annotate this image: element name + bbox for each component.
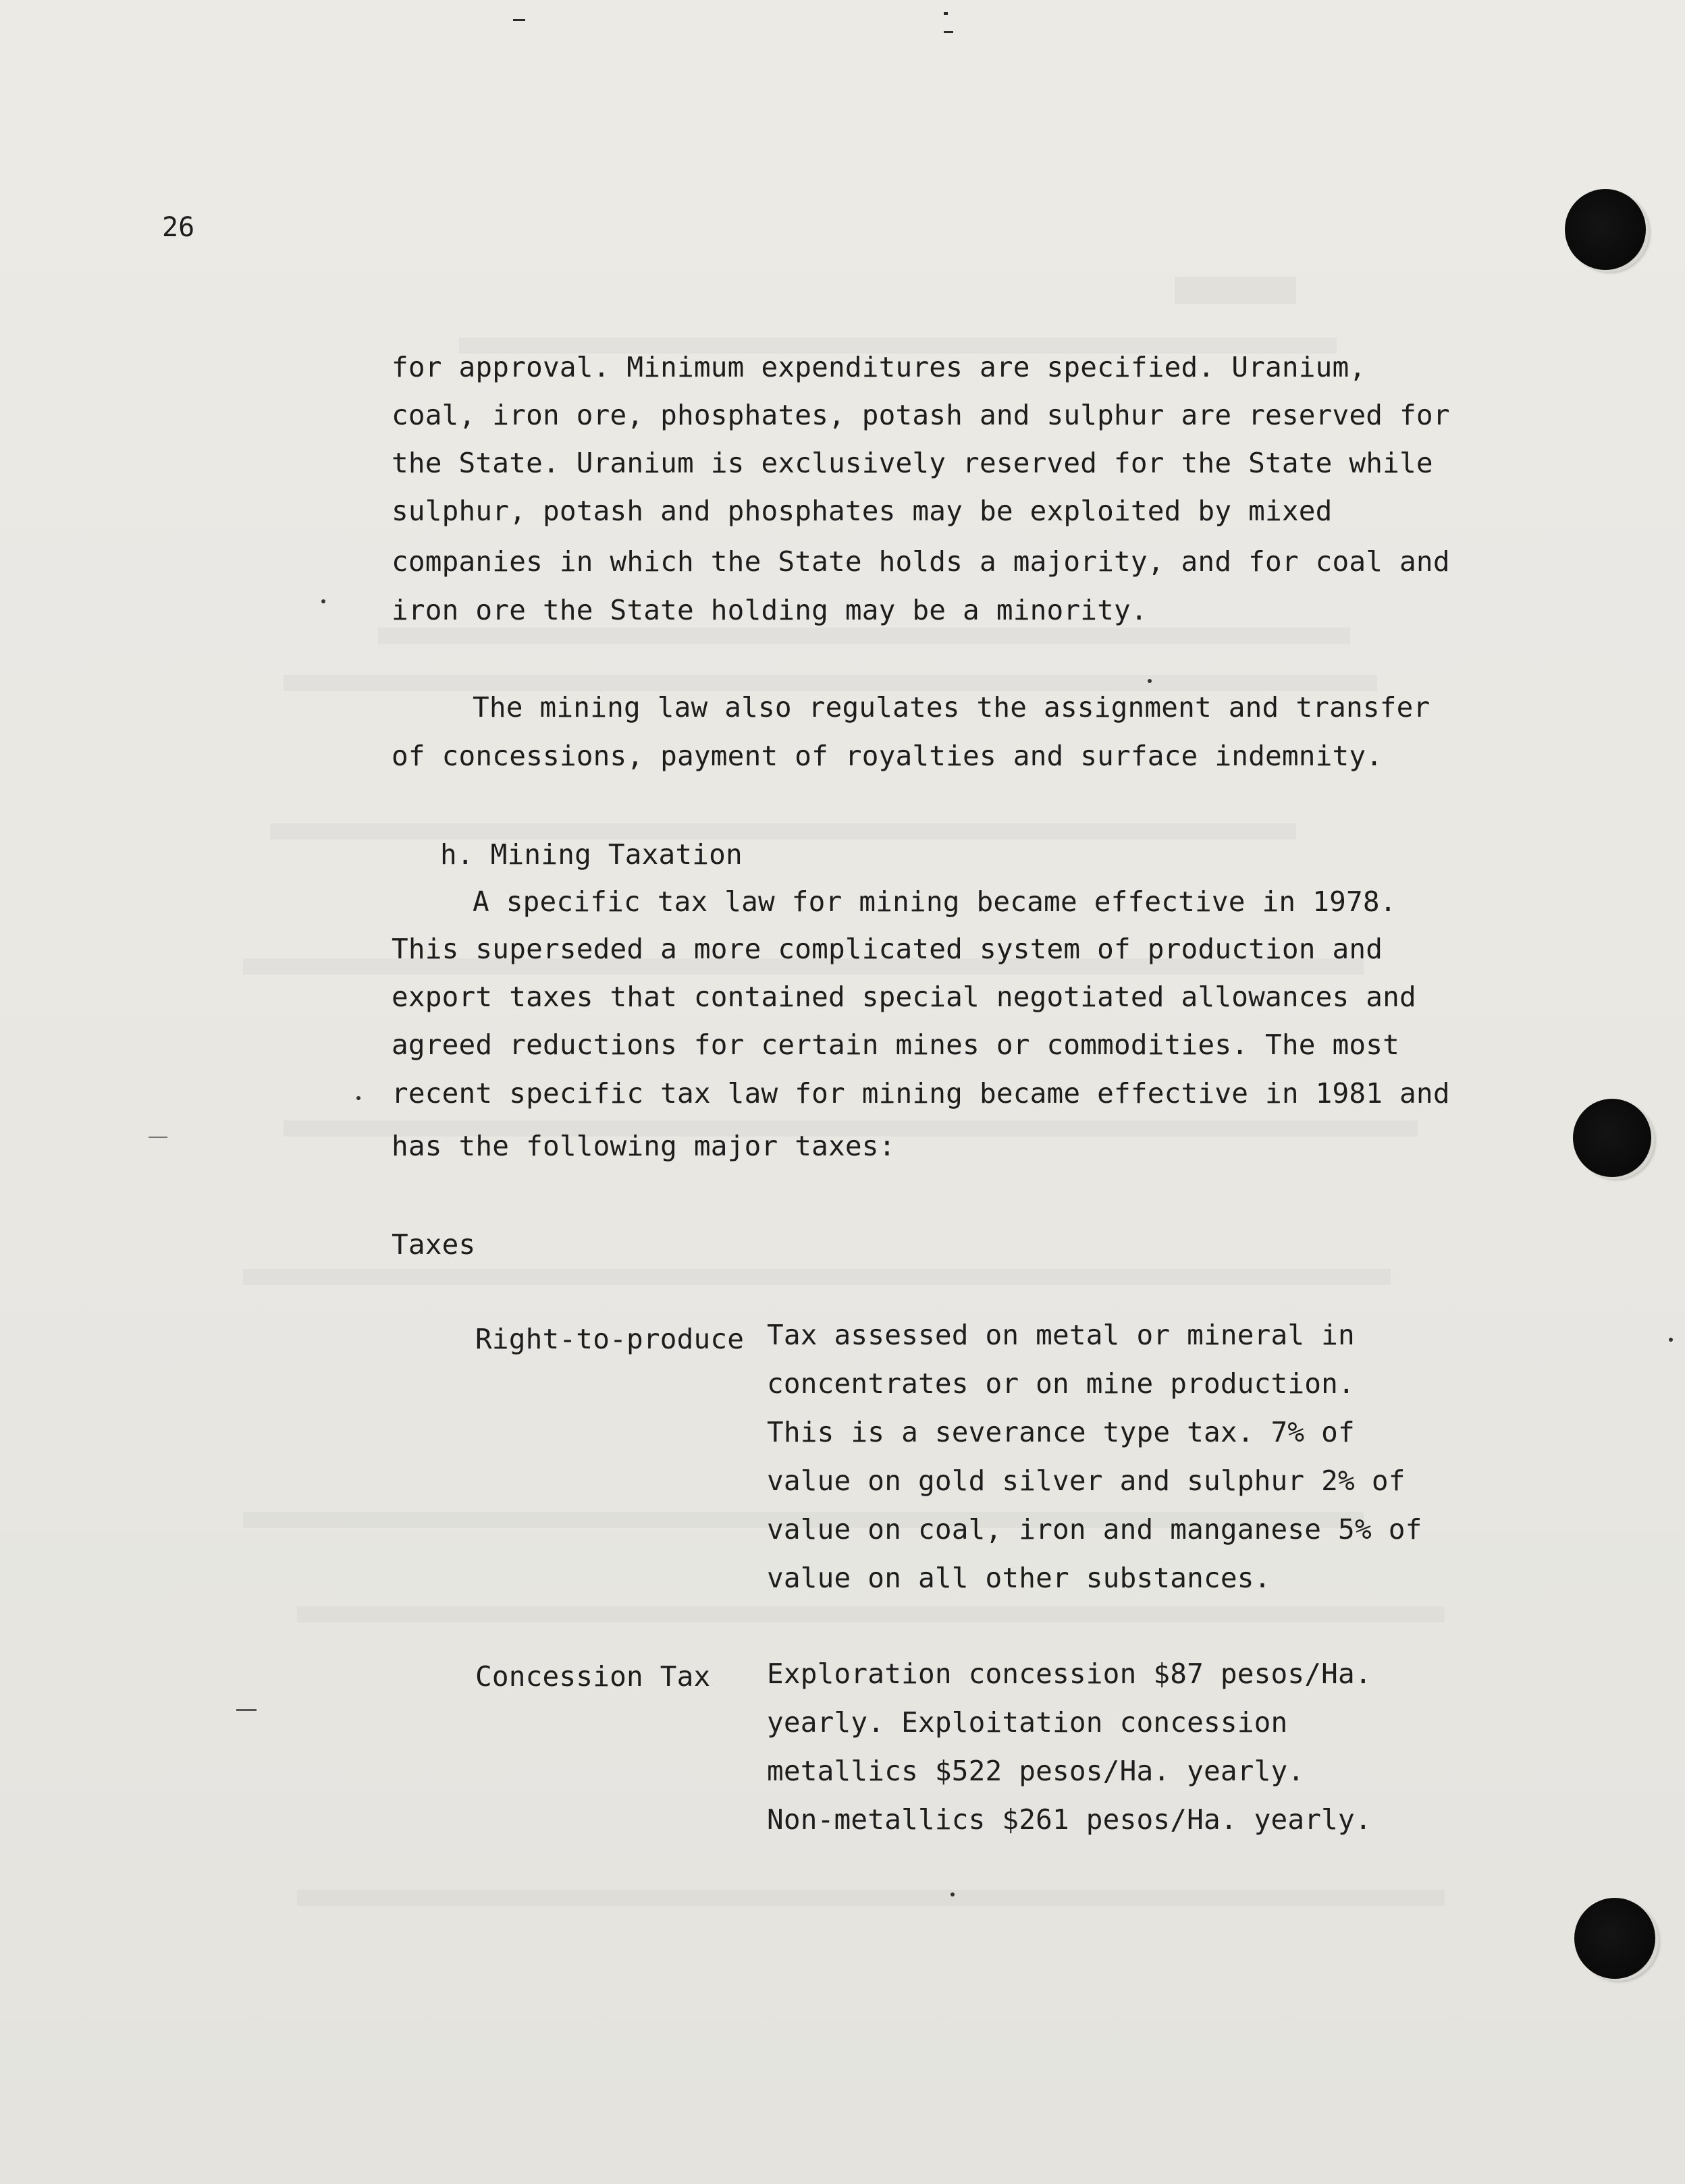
tax-description-line: Tax assessed on metal or mineral in xyxy=(767,1319,1355,1351)
tax-name: Concession Tax xyxy=(475,1660,711,1693)
tax-description-line: concentrates or on mine production. xyxy=(767,1367,1355,1400)
stray-mark xyxy=(513,19,525,21)
text-line: agreed reductions for certain mines or commodities. The most xyxy=(392,1029,1400,1061)
punch-hole-bottom xyxy=(1574,1898,1655,1979)
punch-hole-top xyxy=(1565,189,1646,270)
text-line: This superseded a more complicated system of production and xyxy=(392,933,1383,965)
text-line: recent specific tax law for mining became effective in 1981 and xyxy=(392,1077,1450,1110)
tax-description-line: value on all other substances. xyxy=(767,1562,1271,1594)
text-line: export taxes that contained special negotiated allowances and xyxy=(392,981,1416,1013)
text-line: companies in which the State holds a majority, and for coal and xyxy=(392,545,1450,578)
tax-description-line: Non-metallics $261 pesos/Ha. yearly. xyxy=(767,1803,1372,1836)
text-line: has the following major taxes: xyxy=(392,1130,896,1162)
section-heading: h. Mining Taxation xyxy=(440,838,743,871)
stray-mark xyxy=(236,1709,257,1711)
tax-description-line: This is a severance type tax. 7% of xyxy=(767,1416,1355,1448)
speck xyxy=(951,1892,955,1896)
punch-hole-middle xyxy=(1573,1099,1651,1177)
speck xyxy=(321,599,325,603)
taxes-heading: Taxes xyxy=(392,1228,476,1261)
stray-mark xyxy=(944,31,953,33)
tax-description-line: value on gold silver and sulphur 2% of xyxy=(767,1465,1406,1497)
tax-description-line: yearly. Exploitation concession xyxy=(767,1706,1288,1739)
tax-description-line: value on coal, iron and manganese 5% of xyxy=(767,1513,1422,1546)
text-line: of concessions, payment of royalties and surface indemnity. xyxy=(392,740,1383,772)
text-line: the State. Uranium is exclusively reserved for the State while xyxy=(392,447,1433,479)
speck xyxy=(1669,1338,1673,1342)
tax-name: Right-to-produce xyxy=(475,1323,745,1355)
text-line: sulphur, potash and phosphates may be exploited by mixed xyxy=(392,495,1333,527)
text-line: A specific tax law for mining became effective in 1978. xyxy=(473,885,1397,918)
tax-description-line: metallics $522 pesos/Ha. yearly. xyxy=(767,1755,1305,1787)
page-number: 26 xyxy=(162,212,195,243)
stray-mark xyxy=(944,12,948,15)
speck xyxy=(356,1096,360,1100)
text-line: iron ore the State holding may be a minority. xyxy=(392,594,1148,626)
stray-mark xyxy=(149,1137,167,1138)
tax-description-line: Exploration concession $87 pesos/Ha. xyxy=(767,1658,1372,1690)
text-line: coal, iron ore, phosphates, potash and sulphur are reserved for xyxy=(392,399,1450,431)
text-line: for approval. Minimum expenditures are specified. Uranium, xyxy=(392,351,1366,383)
text-line: The mining law also regulates the assignment and transfer xyxy=(473,691,1430,724)
